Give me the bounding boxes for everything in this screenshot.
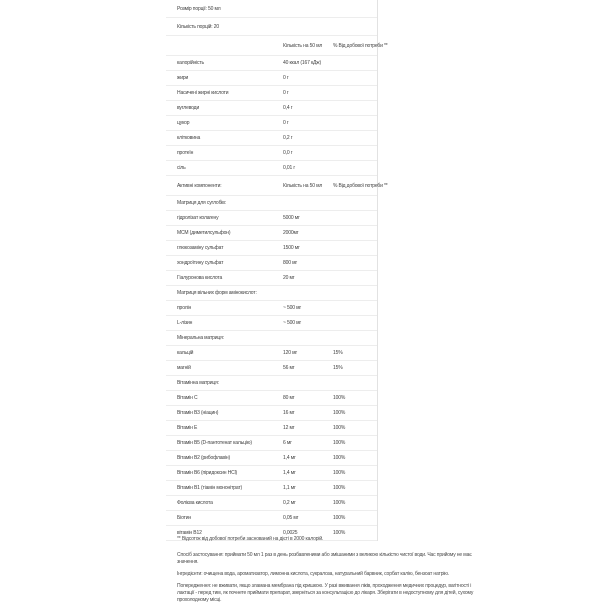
row-label: Насичені жирні кислоти <box>177 90 229 96</box>
row-amount: Кількість на 50 мл <box>283 43 323 49</box>
row-label: клітковина <box>177 135 201 141</box>
table-row <box>166 36 388 56</box>
table-row <box>166 256 377 271</box>
row-label: сіль <box>177 165 186 171</box>
row-label: L-лізин <box>177 320 193 326</box>
table-row <box>166 116 377 131</box>
row-amount: 0 г <box>283 75 289 81</box>
row-amount: 16 мг <box>283 410 295 416</box>
table-row <box>166 331 377 346</box>
table-row <box>166 376 377 391</box>
row-daily: 100% <box>333 530 346 536</box>
row-daily: 15% <box>333 350 343 356</box>
row-label: магній <box>177 365 191 371</box>
product-paragraphs <box>177 552 489 604</box>
row-label: гідролізат колагену <box>177 215 219 221</box>
row-label: вітамін B12 <box>177 530 202 536</box>
table-row <box>166 391 377 406</box>
row-label: Вітамін C <box>177 395 198 401</box>
row-amount: 800 мг <box>283 260 298 266</box>
row-amount: 5000 мг <box>283 215 300 221</box>
table-row <box>166 496 377 511</box>
row-label: Біотин <box>177 515 192 521</box>
row-amount: 6 мг <box>283 440 292 446</box>
row-label: калорійність <box>177 60 204 66</box>
table-row <box>166 56 377 71</box>
table-row <box>166 406 377 421</box>
row-amount: 0 г <box>283 120 289 126</box>
row-daily: 100% <box>333 440 346 446</box>
info-paragraph: Спосіб застосування: приймати 50 мл 1 раз в день розбавленими або змішаними з великою кількістю чистої води. Час прийому не має значення. <box>177 552 472 565</box>
row-amount: 0,05 мг <box>283 515 299 521</box>
table-row <box>166 481 377 496</box>
row-label: пролін <box>177 305 192 311</box>
row-amount: 12 мг <box>283 425 295 431</box>
row-label: Гіалуронова кислота <box>177 275 223 281</box>
table-row <box>166 451 377 466</box>
row-daily: 100% <box>333 410 346 416</box>
table-row <box>166 71 377 86</box>
row-daily: 100% <box>333 395 346 401</box>
info-paragraph: Попередження: не вживати, якщо зламана мембрана під кришкою. У разі вживання ліків, проходження медичних процедур, вагітності і лактації - перед тим, як почнете приймати препарат, зверніться за консультацією до лікаря. Зберігати в недоступному для дітей, сухому прохолодному місці. <box>177 583 474 603</box>
row-label: МСМ (диметилсульфон) <box>177 230 231 236</box>
row-amount: 1,1 мг <box>283 485 296 491</box>
row-daily: 100% <box>333 500 346 506</box>
row-label: Вітамін B5 (D-пантотенат кальцію) <box>177 440 252 446</box>
table-row <box>166 316 377 331</box>
row-amount: 2000мг <box>283 230 299 236</box>
row-amount: ~ 500 мг <box>283 320 302 326</box>
row-label: Вітамін E <box>177 425 198 431</box>
row-label: Вітамін B2 (рибофлавін) <box>177 455 230 461</box>
table-row <box>166 161 377 176</box>
table-row <box>166 176 388 196</box>
table-row <box>166 421 377 436</box>
row-label: цукор <box>177 120 190 126</box>
row-amount: Кількість на 50 мл <box>283 183 323 189</box>
row-amount: ~ 500 мг <box>283 305 302 311</box>
row-daily: 100% <box>333 515 346 521</box>
nutrition-facts-table <box>166 0 388 541</box>
row-daily: 100% <box>333 485 346 491</box>
row-label: Вітамінна матриця: <box>177 380 219 386</box>
row-label: Фолієва кислота <box>177 500 213 506</box>
table-row <box>166 18 377 36</box>
row-label: кальцій <box>177 350 194 356</box>
row-label: Матриця для суглобів: <box>177 200 226 206</box>
row-daily: 15% <box>333 365 343 371</box>
product-notes <box>177 536 489 609</box>
row-daily: % Від добової потреби ** <box>333 183 388 189</box>
table-row <box>166 196 377 211</box>
table-row <box>166 346 377 361</box>
row-amount: 0,0 г <box>283 150 293 156</box>
row-amount: 1,4 мг <box>283 470 296 476</box>
row-daily: % Від добової потреби ** <box>333 43 388 49</box>
row-amount: 80 мг <box>283 395 295 401</box>
table-row <box>166 361 377 376</box>
row-label: Кількість порцій: 20 <box>177 24 220 30</box>
table-row <box>166 466 377 481</box>
row-label: Активні компоненти: <box>177 183 222 189</box>
table-row <box>166 271 377 286</box>
row-label: глюкозаміну сульфат <box>177 245 224 251</box>
row-amount: 20 мг <box>283 275 295 281</box>
row-label: Вітамін B6 (піридоксин HCl) <box>177 470 238 476</box>
info-paragraph: Інгредієнти: очищена вода, ароматизатор, лимонна кислота, сукралоза, натуральний барвник, сорбат калію, бензоат натрію. <box>177 571 450 577</box>
row-daily: 100% <box>333 455 346 461</box>
row-label: хондроїтину сульфат <box>177 260 224 266</box>
row-label: Матриця вільних форм амінокислот: <box>177 290 257 296</box>
table-row <box>166 436 377 451</box>
row-label: вуглеводи <box>177 105 200 111</box>
nutrition-table-rows <box>166 0 388 541</box>
table-row <box>166 101 377 116</box>
row-amount: 0,2 мг <box>283 500 296 506</box>
table-row <box>166 301 377 316</box>
table-row <box>166 0 377 18</box>
row-amount: 56 мг <box>283 365 295 371</box>
table-row <box>166 211 377 226</box>
row-label: жири <box>177 75 189 81</box>
row-amount: 120 мг <box>283 350 298 356</box>
row-amount: 1500 мг <box>283 245 300 251</box>
table-row <box>166 131 377 146</box>
row-amount: 40 ккал (167 кДж) <box>283 60 321 66</box>
row-daily: 100% <box>333 470 346 476</box>
table-row <box>166 241 377 256</box>
row-amount: 0 г <box>283 90 289 96</box>
row-daily: 100% <box>333 425 346 431</box>
table-row <box>166 226 377 241</box>
row-label: протеїн <box>177 150 194 156</box>
row-amount: 0,01 г <box>283 165 296 171</box>
table-row <box>166 511 377 526</box>
row-amount: 0,2 г <box>283 135 293 141</box>
table-row <box>166 86 377 101</box>
row-label: Вітамін B1 (тіамін мононітрат) <box>177 485 243 491</box>
row-amount: 0,4 г <box>283 105 293 111</box>
row-amount: 0,0025 <box>283 530 298 536</box>
row-label: Мінеральна матриця: <box>177 335 224 341</box>
daily-value-footnote: ** Відсоток від добової потреби заснований на дієті в 2000 калорій. <box>177 536 324 542</box>
row-amount: 1,4 мг <box>283 455 296 461</box>
table-row <box>166 146 377 161</box>
table-row <box>166 286 377 301</box>
row-label: Вітамін B3 (ніацин) <box>177 410 219 416</box>
row-label: Розмір порції: 50 мл <box>177 6 221 12</box>
